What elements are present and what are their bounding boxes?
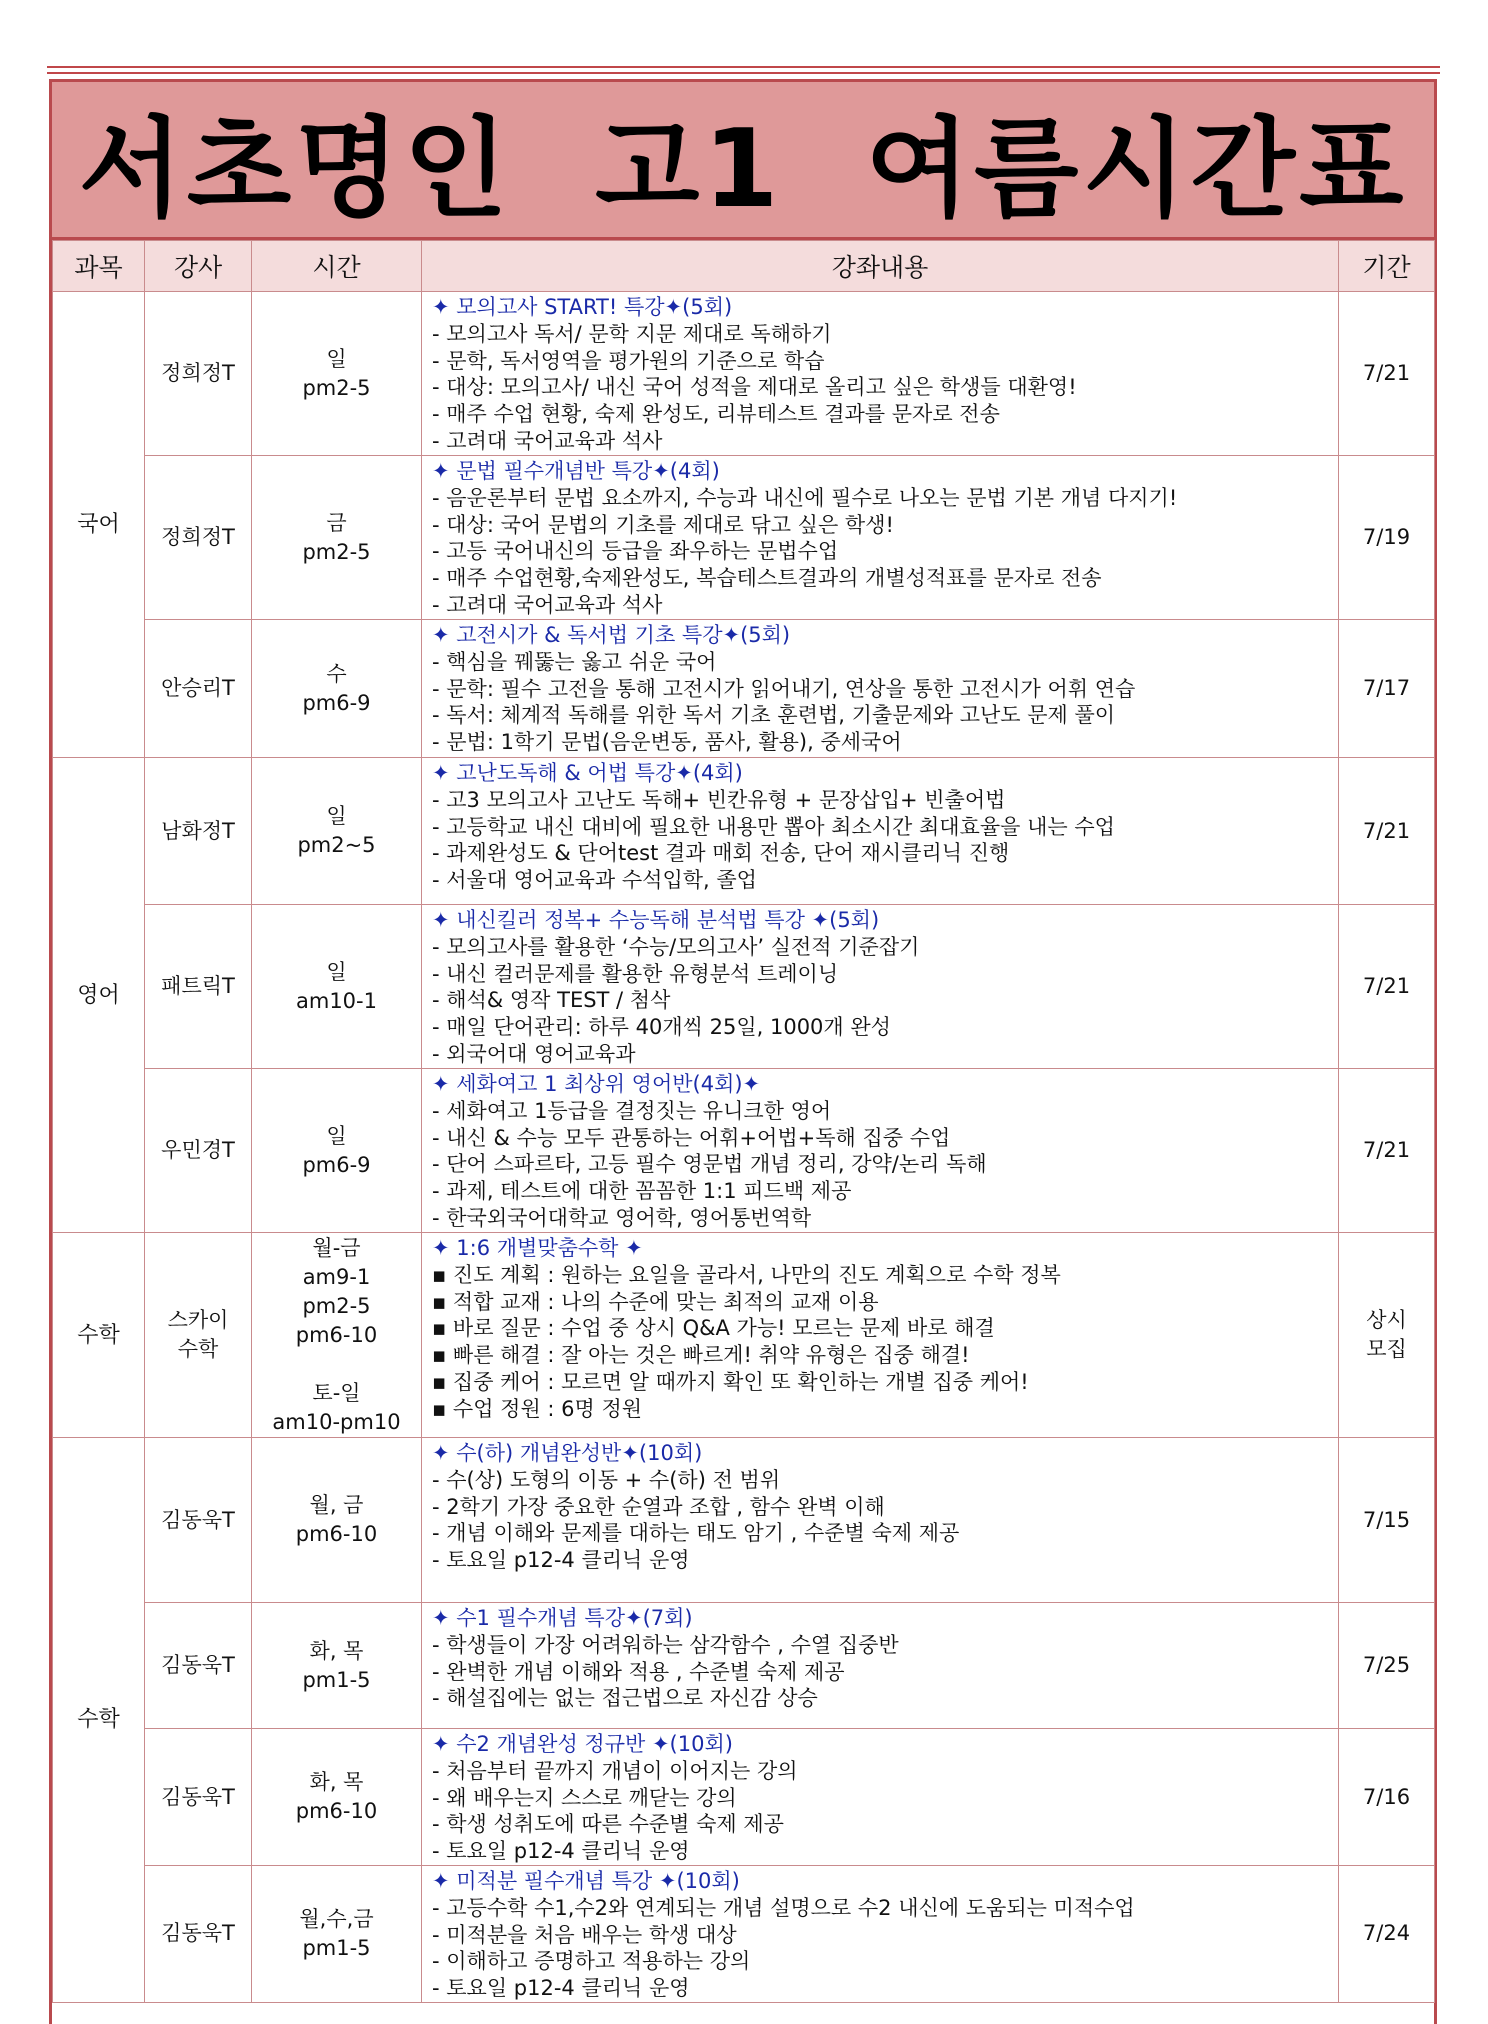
course-detail-line: ▪ 진도 계획 : 원하는 요일을 골라서, 나만의 진도 계획으로 수학 정복 <box>432 1262 1061 1287</box>
course-detail-line: - 문학, 독서영역을 평가원의 기준으로 학습 <box>432 348 825 373</box>
course-detail-line: - 고등수학 수1,수2와 연계되는 개념 설명으로 수2 내신에 도움되는 미적수업 <box>432 1895 1135 1920</box>
course-title: ✦ 문법 필수개념반 특강✦(4회) <box>432 459 720 483</box>
course-detail-line: - 고등학교 내신 대비에 필요한 내용만 뽑아 최소시간 최대효율을 내는 수업 <box>432 814 1115 839</box>
course-detail-line: - 처음부터 끝까지 개념이 이어지는 강의 <box>432 1758 798 1783</box>
period-cell: 7/19 <box>1339 456 1435 620</box>
course-detail-line: - 과제, 테스트에 대한 꼼꼼한 1:1 피드백 제공 <box>432 1179 852 1204</box>
table-row <box>53 1438 1435 1603</box>
course-detail-line: - 대상: 모의고사/ 내신 국어 성적을 제대로 올리고 싶은 학생들 대환영! <box>432 375 1077 400</box>
timetable <box>52 240 1435 2003</box>
course-detail-line: - 매일 단어관리: 하루 40개씩 25일, 1000개 완성 <box>432 1015 891 1040</box>
course-title: ✦ 모의고사 START! 특강✦(5회) <box>432 295 733 319</box>
table-row <box>53 1729 1435 1866</box>
course-detail-line: - 개념 이해와 문제를 대하는 태도 암기 , 수준별 숙제 제공 <box>432 1521 960 1546</box>
course-detail-line: - 수(상) 도형의 이동 + 수(하) 전 범위 <box>432 1467 781 1492</box>
content-cell <box>422 1069 1339 1233</box>
course-title: ✦ 수2 개념완성 정규반 ✦(10회) <box>432 1732 733 1756</box>
course-title: ✦ 수(하) 개념완성반✦(10회) <box>432 1441 703 1465</box>
content-cell <box>422 456 1339 620</box>
table-row <box>53 292 1435 456</box>
course-detail-line: - 토요일 p12-4 클리닉 운영 <box>432 1976 690 2001</box>
teacher-cell: 김동욱T <box>145 1603 252 1729</box>
header-subject: 과목 <box>53 241 145 292</box>
content-cell <box>422 620 1339 758</box>
period-cell: 7/21 <box>1339 758 1435 905</box>
period-cell: 상시 모집 <box>1339 1233 1435 1438</box>
table-row <box>53 758 1435 905</box>
table-row <box>53 1603 1435 1729</box>
course-title: ✦ 내신킬러 정복+ 수능독해 분석법 특강 ✦(5회) <box>432 908 880 932</box>
period-cell: 7/21 <box>1339 292 1435 456</box>
course-detail-line: - 고3 모의고사 고난도 독해+ 빈칸유형 + 문장삽입+ 빈출어법 <box>432 787 1006 812</box>
time-cell: 화, 목 pm6-10 <box>252 1729 422 1866</box>
content-cell <box>422 1438 1339 1603</box>
top-rule <box>47 72 1440 74</box>
subject-cell: 국어 <box>53 292 145 758</box>
course-detail-line: ▪ 수업 정원 : 6명 정원 <box>432 1396 643 1421</box>
course-title: ✦ 세화여고 1 최상위 영어반(4회)✦ <box>432 1072 761 1096</box>
course-detail-line: - 고등 국어내신의 등급을 좌우하는 문법수업 <box>432 539 839 564</box>
course-title: ✦ 고난도독해 & 어법 특강✦(4회) <box>432 761 743 785</box>
course-detail-line: - 과제완성도 & 단어test 결과 매회 전송, 단어 재시클리닉 진행 <box>432 841 1010 866</box>
time-cell: 월-금 am9-1 pm2-5 pm6-10 토-일 am10-pm10 <box>252 1233 422 1438</box>
course-detail-line: - 왜 배우는지 스스로 깨닫는 강의 <box>432 1785 737 1810</box>
table-row <box>53 1866 1435 2003</box>
content-cell <box>422 1729 1339 1866</box>
course-detail-line: - 외국어대 영어교육과 <box>432 1041 636 1066</box>
course-detail-line: - 학생 성취도에 따른 수준별 숙제 제공 <box>432 1812 784 1837</box>
table-row <box>53 1069 1435 1233</box>
teacher-cell: 우민경T <box>145 1069 252 1233</box>
time-cell: 일 pm2-5 <box>252 292 422 456</box>
table-row <box>53 1233 1435 1438</box>
period-cell: 7/24 <box>1339 1866 1435 2003</box>
teacher-cell: 김동욱T <box>145 1438 252 1603</box>
period-cell: 7/21 <box>1339 905 1435 1069</box>
course-detail-line: ▪ 집중 케어 : 모르면 알 때까지 확인 또 확인하는 개별 집중 케어! <box>432 1369 1029 1394</box>
course-detail-line: - 2학기 가장 중요한 순열과 조합 , 함수 완벽 이해 <box>432 1494 885 1519</box>
teacher-cell: 남화정T <box>145 758 252 905</box>
content-cell <box>422 1866 1339 2003</box>
course-detail-line: - 완벽한 개념 이해와 적용 , 수준별 숙제 제공 <box>432 1659 845 1684</box>
course-detail-line: - 고려대 국어교육과 석사 <box>432 428 663 453</box>
course-detail-line: - 미적분을 처음 배우는 학생 대상 <box>432 1922 737 1947</box>
period-cell: 7/16 <box>1339 1729 1435 1866</box>
period-cell: 7/17 <box>1339 620 1435 758</box>
header-row <box>53 241 1435 292</box>
course-detail-line: - 대상: 국어 문법의 기초를 제대로 닦고 싶은 학생! <box>432 512 894 537</box>
course-detail-line: - 문법: 1학기 문법(음운변동, 품사, 활용), 중세국어 <box>432 730 902 755</box>
time-cell: 일 pm6-9 <box>252 1069 422 1233</box>
course-title: ✦ 고전시가 & 독서법 기초 특강✦(5회) <box>432 623 791 647</box>
time-cell: 화, 목 pm1-5 <box>252 1603 422 1729</box>
teacher-cell: 정희정T <box>145 456 252 620</box>
timetable-sheet <box>49 79 1437 2024</box>
course-detail-line: - 해설집에는 없는 접근법으로 자신감 상승 <box>432 1686 818 1711</box>
teacher-cell: 김동욱T <box>145 1729 252 1866</box>
period-cell: 7/25 <box>1339 1603 1435 1729</box>
course-detail-line: - 학생들이 가장 어려워하는 삼각함수 , 수열 집중반 <box>432 1632 899 1657</box>
course-detail-line: ▪ 빠른 해결 : 잘 아는 것은 빠르게! 취약 유형은 집중 해결! <box>432 1343 970 1368</box>
course-detail-line: - 단어 스파르타, 고등 필수 영문법 개념 정리, 강약/논리 독해 <box>432 1152 987 1177</box>
period-cell: 7/15 <box>1339 1438 1435 1603</box>
course-detail-line: - 매주 수업현황,숙제완성도, 복습테스트결과의 개별성적표를 문자로 전송 <box>432 566 1102 591</box>
content-cell <box>422 1233 1339 1438</box>
course-detail-line: - 토요일 p12-4 클리닉 운영 <box>432 1839 690 1864</box>
teacher-cell: 패트릭T <box>145 905 252 1069</box>
header-period: 기간 <box>1339 241 1435 292</box>
table-row <box>53 905 1435 1069</box>
course-detail-line: - 토요일 p12-4 클리닉 운영 <box>432 1548 690 1573</box>
teacher-cell: 안승리T <box>145 620 252 758</box>
header-time: 시간 <box>252 241 422 292</box>
course-detail-line: - 문학: 필수 고전을 통해 고전시가 읽어내기, 연상을 통한 고전시가 어휘 연습 <box>432 676 1136 701</box>
course-detail-line: - 모의고사를 활용한 ‘수능/모의고사’ 실전적 기준잡기 <box>432 934 920 959</box>
table-row <box>53 620 1435 758</box>
course-detail-line: - 매주 수업 현황, 숙제 완성도, 리뷰테스트 결과를 문자로 전송 <box>432 402 1000 427</box>
page-title: 서초명인 고1 여름시간표 <box>78 107 1408 232</box>
course-detail-line: - 한국외국어대학교 영어학, 영어통번역학 <box>432 1205 812 1230</box>
time-cell: 월,수,금 pm1-5 <box>252 1866 422 2003</box>
content-cell <box>422 292 1339 456</box>
course-detail-line: - 서울대 영어교육과 수석입학, 졸업 <box>432 868 757 893</box>
teacher-cell: 정희정T <box>145 292 252 456</box>
course-title: ✦ 수1 필수개념 특강✦(7회) <box>432 1606 693 1630</box>
subject-cell: 영어 <box>53 758 145 1233</box>
course-detail-line: ▪ 적합 교재 : 나의 수준에 맞는 최적의 교재 이용 <box>432 1289 879 1314</box>
time-cell: 수 pm6-9 <box>252 620 422 758</box>
time-cell: 일 pm2~5 <box>252 758 422 905</box>
course-detail-line: - 음운론부터 문법 요소까지, 수능과 내신에 필수로 나오는 문법 기본 개념 다지기! <box>432 485 1178 510</box>
course-title: ✦ 미적분 필수개념 특강 ✦(10회) <box>432 1869 740 1893</box>
table-row <box>53 456 1435 620</box>
content-cell <box>422 905 1339 1069</box>
time-cell: 금 pm2-5 <box>252 456 422 620</box>
course-detail-line: - 고려대 국어교육과 석사 <box>432 592 663 617</box>
teacher-cell: 김동욱T <box>145 1866 252 2003</box>
course-detail-line: - 내신 & 수능 모두 관통하는 어휘+어법+독해 집중 수업 <box>432 1125 951 1150</box>
teacher-cell: 스카이 수학 <box>145 1233 252 1438</box>
content-cell <box>422 1603 1339 1729</box>
course-detail-line: - 모의고사 독서/ 문학 지문 제대로 독해하기 <box>432 321 832 346</box>
course-detail-line: - 독서: 체계적 독해를 위한 독서 기초 훈련법, 기출문제와 고난도 문제 풀이 <box>432 703 1116 728</box>
course-detail-line: - 핵심을 꿰뚫는 옳고 쉬운 국어 <box>432 649 717 674</box>
time-cell: 일 am10-1 <box>252 905 422 1069</box>
course-detail-line: - 해석& 영작 TEST / 첨삭 <box>432 988 671 1013</box>
period-cell: 7/21 <box>1339 1069 1435 1233</box>
subject-cell: 수학 <box>53 1233 145 1438</box>
header-content: 강좌내용 <box>422 241 1339 292</box>
content-cell <box>422 758 1339 905</box>
subject-cell: 수학 <box>53 1438 145 2003</box>
course-detail-line: - 세화여고 1등급을 결정짓는 유니크한 영어 <box>432 1098 832 1123</box>
top-rule <box>47 66 1440 68</box>
course-detail-line: ▪ 바로 질문 : 수업 중 상시 Q&A 가능! 모르는 문제 바로 해결 <box>432 1316 995 1341</box>
header-teacher: 강사 <box>145 241 252 292</box>
course-title: ✦ 1:6 개별맞춤수학 ✦ <box>432 1236 643 1260</box>
course-detail-line: - 내신 컬러문제를 활용한 유형분석 트레이닝 <box>432 961 839 986</box>
time-cell: 월, 금 pm6-10 <box>252 1438 422 1603</box>
title-banner <box>52 82 1434 240</box>
timetable-body <box>53 292 1435 2003</box>
course-detail-line: - 이해하고 증명하고 적용하는 강의 <box>432 1949 751 1974</box>
